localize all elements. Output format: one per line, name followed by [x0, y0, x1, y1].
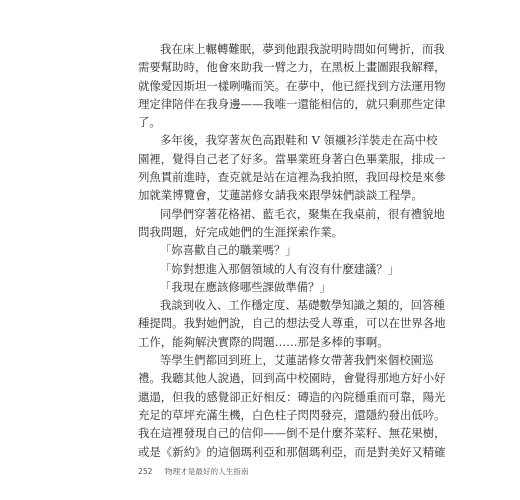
page-number: 252 — [138, 467, 153, 476]
running-title: 物理才是最好的人生指南 — [164, 467, 249, 476]
text-line: 種提問。我對她們說，自己的想法受人尊重，可以在世界各地 — [138, 316, 446, 331]
text-line: 禮。我聽其他人說過，回到高中校園時，會覺得那地方好小好 — [138, 371, 446, 386]
text-line: 「妳喜歡自己的職業嗎？」 — [160, 243, 297, 258]
text-line: 等學生們都回到班上，艾蓮諾修女帶著我們來個校園巡 — [160, 353, 434, 368]
text-line: 或是《新約》的這個瑪利亞和那個瑪利亞，而是對美好又精確 — [138, 444, 446, 459]
text-line: 充足的草坪充滿生機，白色柱子閃閃發亮，還隱約發出低吟。 — [138, 407, 446, 422]
text-line: 工作，能夠解決實際的問題……那是多棒的事啊。 — [138, 334, 389, 349]
text-line: 多年後，我穿著灰色高跟鞋和 V 領襯衫洋裝走在高中校 — [160, 133, 438, 148]
text-line: 需要幫助時，他會來助我一臂之力，在黑板上畫圖跟我解釋， — [138, 60, 446, 75]
text-line: 我在床上輾轉難眠，夢到他跟我說明時間如何彎折，而我 — [160, 42, 445, 56]
text-line: 邋遢，但我的感覺卻正好相反：磚造的內院穩重而可靠，陽光 — [138, 389, 446, 404]
text-line: 「妳對想進入那個領域的人有沒有什麼建議？」 — [160, 261, 400, 276]
text-line: 同學們穿著花格裙、藍毛衣，聚集在我桌前，很有禮貌地 — [160, 206, 445, 221]
text-line: 園裡，覺得自己老了好多。當畢業班身著白色畢業服，排成一 — [138, 151, 446, 166]
text-line: 加就業博覽會，艾蓮諾修女請我來跟學妹們談談工程學。 — [138, 188, 423, 203]
text-line: 理定律陪伴在我身邊——我唯一還能相信的，就只剩那些定律 — [138, 96, 446, 111]
text-line: 了。 — [138, 115, 161, 130]
text-line: 就像愛因斯坦一樣咧嘴而笑。在夢中，他已經找到方法運用物 — [138, 78, 446, 93]
text-line: 我談到收入、工作穩定度、基礎數學知識之類的，回答種 — [160, 298, 445, 313]
text-line: 「我現在應該修哪些課做準備？」 — [160, 279, 331, 294]
body-text — [138, 40, 446, 461]
text-line: 問我問題，好完成她們的生涯探索作業。 — [138, 224, 344, 239]
page-footer — [138, 466, 248, 477]
text-line: 我在這裡發現自己的信仰——倒不是什麼芥菜籽、無花果樹， — [138, 426, 446, 441]
text-line: 列魚貫前進時，查克就是站在這裡為我拍照，我回母校是來參 — [138, 170, 446, 185]
